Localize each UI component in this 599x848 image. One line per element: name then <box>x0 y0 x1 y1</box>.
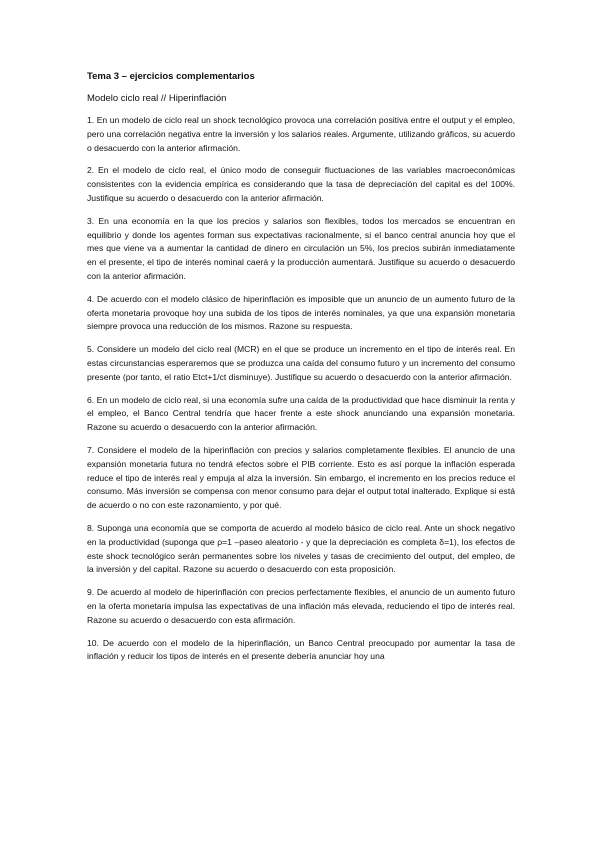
question-3: 3. En una economía en la que los precios y salarios son flexibles, todos los mercados se encuentran en equilibrio y donde los agentes forman sus expectativas racionalmente, si el banco central anuncia hoy que el mes que viene va a aumentar la cantidad de dinero en circulación un 5%, los precios subirán inmediatamente en el presente, el tipo de interés nominal caerá y la producción aumentará. Justifique su acuerdo o desacuerdo con la anterior afirmación. <box>87 215 515 281</box>
document-subtitle: Modelo ciclo real // Hiperinflación <box>87 93 227 104</box>
document-body <box>87 70 515 673</box>
question-10: 10. De acuerdo con el modelo de la hiperinflación, un Banco Central preocupado por aumentar la tasa de inflación y reducir los tipos de interés en el presente debería anunciar hoy una <box>87 637 515 662</box>
question-6: 6. En un modelo de ciclo real, si una economía sufre una caída de la productividad que hace disminuir la renta y el empleo, el Banco Central tendría que hacer frente a este shock anunciando una expansión monetaria. Razone su acuerdo o desacuerdo con la anterior afirmación. <box>87 394 515 433</box>
question-9: 9. De acuerdo al modelo de hiperinflación con precios perfectamente flexibles, el anuncio de un aumento futuro en la oferta monetaria impulsa las expectativas de una inflación más elevada, reduciendo el tipo de interés real. Razone su acuerdo o desacuerdo con esta afirmación. <box>87 587 515 625</box>
question-1: 1. En un modelo de ciclo real un shock tecnológico provoca una correlación positiva entre el output y el empleo, pero una correlación negativa entre la inversión y los salarios reales. Argumente, utilizando gráficos, su acuerdo o desacuerdo con la anterior afirmación. <box>87 115 515 153</box>
question-8: 8. Suponga una economía que se comporta de acuerdo al modelo básico de ciclo real. Ante un shock negativo en la productividad (suponga que ρ=1 –paseo aleatorio - y que la depreciación es completa δ=1), los efectos de este shock tecnológico serán permanentes sobre los niveles y tasas de crecimiento del output, del empleo, de la inversión y del capital. Razone su acuerdo o desacuerdo con esta proposición. <box>87 522 515 575</box>
question-7: 7. Considere el modelo de la hiperinflación con precios y salarios completamente flexibles. El anuncio de una expansión monetaria futura no tendrá efectos sobre el PIB corriente. Esto es así porque la inflación esperada reduce el tipo de interés real y empuja al alza la inversión. Sin embargo, el incremento en los precios reduce el consumo. Más inversión se compensa con menor consumo para dejar el output total inalterado. Explique si está de acuerdo o no con este razonamiento, y por qué. <box>87 444 515 511</box>
question-2: 2. En el modelo de ciclo real, el único modo de conseguir fluctuaciones de las variables macroeconómicas consistentes con la evidencia empírica es considerando que la tasa de depreciación del capital es del 100%. Justifique su acuerdo o desacuerdo con la anterior afirmación. <box>87 165 515 203</box>
document-title: Tema 3 – ejercicios complementarios <box>87 71 255 82</box>
question-4: 4. De acuerdo con el modelo clásico de hiperinflación es imposible que un anuncio de un aumento futuro de la oferta monetaria provoque hoy una subida de los tipos de interés nominales, ya que una expansión monetaria siempre provoca una reducción de los mismos. Razone su respuesta. <box>87 293 515 332</box>
question-5: 5. Considere un modelo del ciclo real (MCR) en el que se produce un incremento en el tipo de interés real. En estas circunstancias esperaremos que se produzca una caída del consumo futuro y un incremento del consumo presente (por tanto, el ratio Etct+1/ct disminuye). Justifique su acuerdo o desacuerdo con la anterior afirmación. <box>87 344 515 382</box>
